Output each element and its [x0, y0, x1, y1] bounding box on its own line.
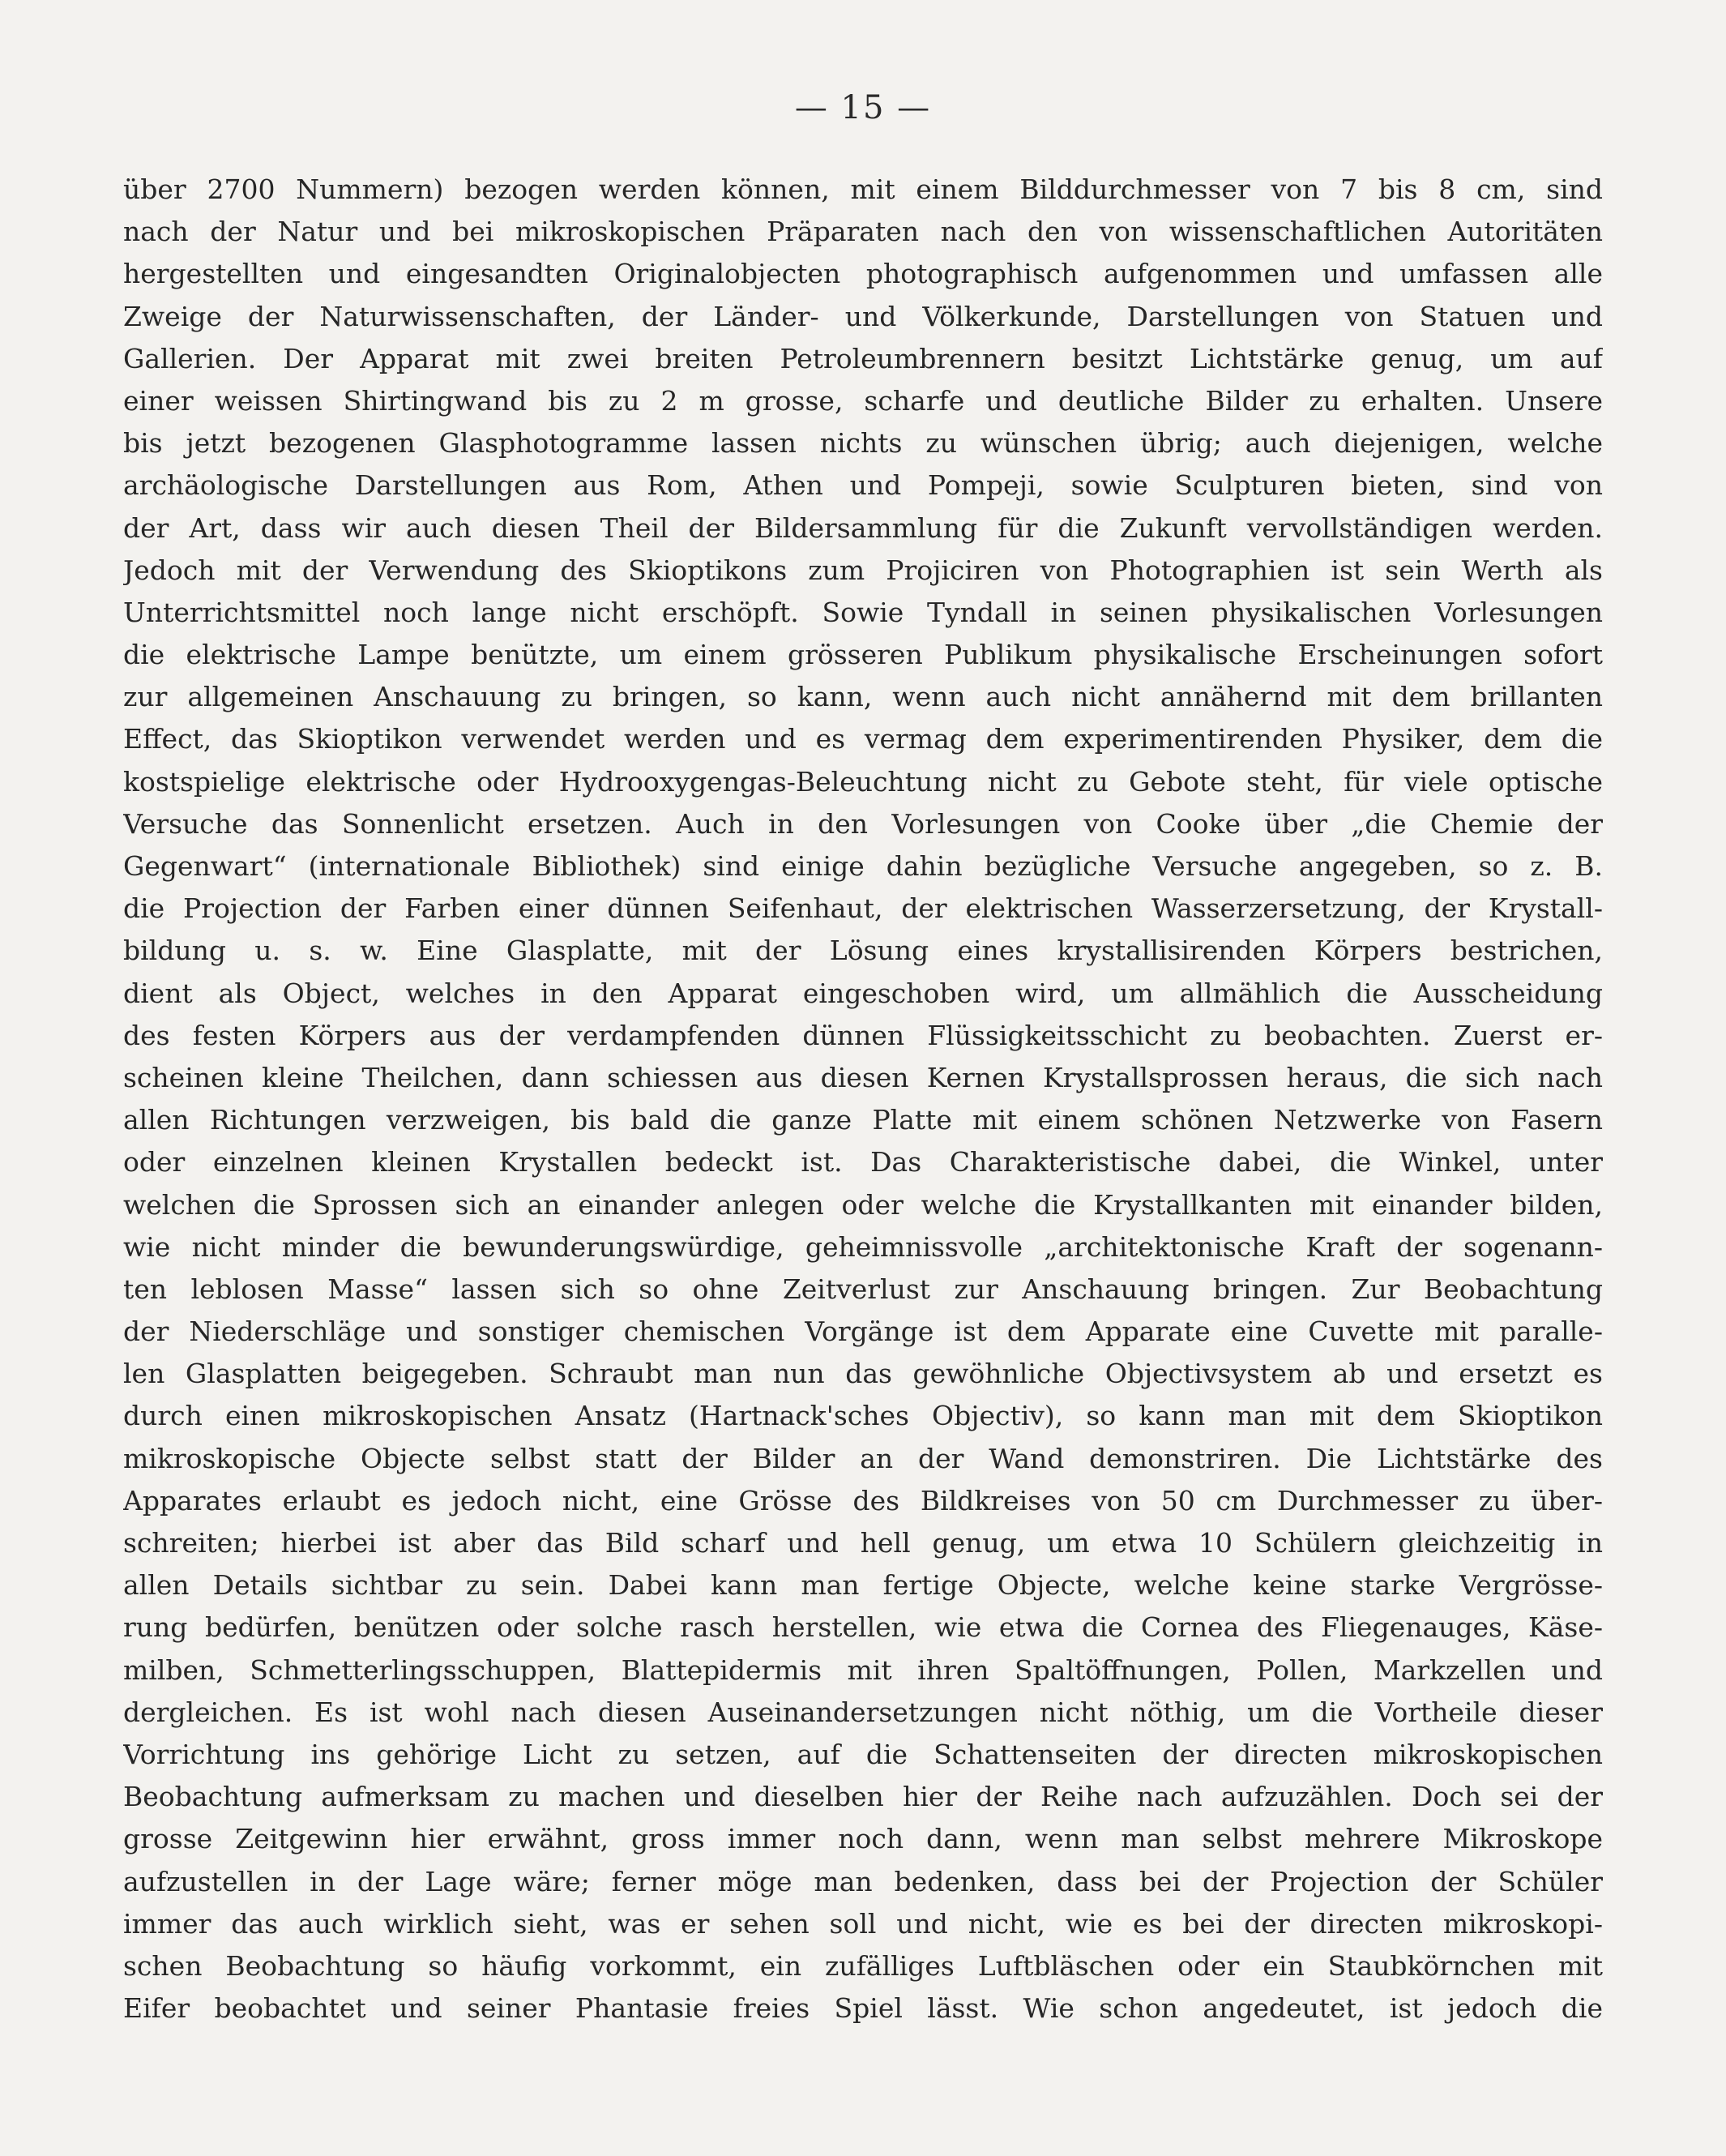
- text-line-26: wie nicht minder die bewunderungswürdige, geheimnissvolle „architektonische Kraft der sogenann-: [123, 1230, 1603, 1263]
- text-line-3: hergestellten und eingesandten Originalobjecten photographisch aufgenommen und umfassen alle: [123, 258, 1603, 290]
- text-line-25: welchen die Sprossen sich an einander anlegen oder welche die Krystallkanten mit einander bilden,: [123, 1188, 1603, 1221]
- text-line-2: nach der Natur und bei mikroskopischen Präparaten nach den von wissenschaftlichen Autoritäten: [123, 216, 1603, 248]
- text-line-39: Beobachtung aufmerksam zu machen und dieselben hier der Reihe nach aufzuzählen. Doch sei der: [123, 1781, 1603, 1813]
- text-line-42: immer das auch wirklich sieht, was er sehen soll und nicht, wie es bei der directen mikroskopi-: [123, 1907, 1603, 1940]
- text-line-19: bildung u. s. w. Eine Glasplatte, mit der Lösung eines krystallisirenden Körpers bestrichen,: [123, 935, 1603, 967]
- text-line-12: die elektrische Lampe benützte, um einem grösseren Publikum physikalische Erscheinungen sofort: [123, 639, 1603, 671]
- text-line-38: Vorrichtung ins gehörige Licht zu setzen, auf die Schattenseiten der directen mikroskopischen: [123, 1738, 1603, 1770]
- text-line-30: durch einen mikroskopischen Ansatz (Hartnack'sches Objectiv), so kann man mit dem Skioptikon: [123, 1400, 1603, 1432]
- text-line-27: ten leblosen Masse“ lassen sich so ohne Zeitverlust zur Anschauung bringen. Zur Beobachtung: [123, 1273, 1603, 1305]
- text-line-37: dergleichen. Es ist wohl nach diesen Auseinandersetzungen nicht nöthig, um die Vortheile dieser: [123, 1696, 1603, 1728]
- text-line-31: mikroskopische Objecte selbst statt der Bilder an der Wand demonstriren. Die Lichtstärke des: [123, 1442, 1603, 1474]
- text-line-34: allen Details sichtbar zu sein. Dabei kann man fertige Objecte, welche keine starke Vergrösse-: [123, 1569, 1603, 1602]
- text-line-23: allen Richtungen verzweigen, bis bald die ganze Platte mit einem schönen Netzwerke von Fasern: [123, 1104, 1603, 1136]
- text-line-24: oder einzelnen kleinen Krystallen bedeckt ist. Das Charakteristische dabei, die Winkel, unter: [123, 1146, 1603, 1179]
- text-line-40: grosse Zeitgewinn hier erwähnt, gross immer noch dann, wenn man selbst mehrere Mikroskope: [123, 1823, 1603, 1855]
- text-line-21: des festen Körpers aus der verdampfenden dünnen Flüssigkeitsschicht zu beobachten. Zuerst er-: [123, 1019, 1603, 1051]
- text-line-32: Apparates erlaubt es jedoch nicht, eine Grösse des Bildkreises von 50 cm Durchmesser zu über-: [123, 1484, 1603, 1516]
- text-line-4: Zweige der Naturwissenschaften, der Länder- und Völkerkunde, Darstellungen von Statuen und: [123, 300, 1603, 332]
- text-line-43: schen Beobachtung so häufig vorkommt, ein zufälliges Luftbläschen oder ein Staubkörnchen mit: [123, 1949, 1603, 1982]
- text-line-44: Eifer beobachtet und seiner Phantasie freies Spiel lässt. Wie schon angedeutet, ist jedoch die: [123, 1992, 1603, 2025]
- text-line-22: scheinen kleine Theilchen, dann schiessen aus diesen Kernen Krystallsprossen heraus, die sich nach: [123, 1061, 1603, 1093]
- text-line-6: einer weissen Shirtingwand bis zu 2 m grosse, scharfe und deutliche Bilder zu erhalten. Unsere: [123, 384, 1603, 417]
- text-line-15: kostspielige elektrische oder Hydrooxygengas-Beleuchtung nicht zu Gebote steht, für viele optische: [123, 765, 1603, 798]
- text-line-35: rung bedürfen, benützen oder solche rasch herstellen, wie etwa die Cornea des Fliegenauges, Käse-: [123, 1611, 1603, 1644]
- text-line-29: len Glasplatten beigegeben. Schraubt man nun das gewöhnliche Objectivsystem ab und ersetzt es: [123, 1358, 1603, 1390]
- text-line-10: Jedoch mit der Verwendung des Skioptikons zum Projiciren von Photographien ist sein Werth als: [123, 554, 1603, 586]
- text-line-1: über 2700 Nummern) bezogen werden können, mit einem Bilddurchmesser von 7 bis 8 cm, sind: [123, 173, 1603, 205]
- text-line-28: der Niederschläge und sonstiger chemischen Vorgänge ist dem Apparate eine Cuvette mit paralle-: [123, 1315, 1603, 1348]
- body-text: [123, 169, 1603, 2030]
- text-line-11: Unterrichtsmittel noch lange nicht erschöpft. Sowie Tyndall in seinen physikalischen Vorlesungen: [123, 596, 1603, 628]
- text-line-13: zur allgemeinen Anschauung zu bringen, so kann, wenn auch nicht annähernd mit dem brillanten: [123, 681, 1603, 713]
- text-line-5: Gallerien. Der Apparat mit zwei breiten Petroleumbrennern besitzt Lichtstärke genug, um auf: [123, 342, 1603, 374]
- text-line-41: aufzustellen in der Lage wäre; ferner möge man bedenken, dass bei der Projection der Schüler: [123, 1865, 1603, 1897]
- text-line-20: dient als Object, welches in den Apparat eingeschoben wird, um allmählich die Ausscheidung: [123, 977, 1603, 1009]
- text-line-33: schreiten; hierbei ist aber das Bild scharf und hell genug, um etwa 10 Schülern gleichzeitig in: [123, 1527, 1603, 1559]
- text-line-14: Effect, das Skioptikon verwendet werden und es vermag dem experimentirenden Physiker, dem die: [123, 723, 1603, 755]
- page-number: — 15 —: [794, 89, 932, 126]
- text-line-16: Versuche das Sonnenlicht ersetzen. Auch in den Vorlesungen von Cooke über „die Chemie der: [123, 807, 1603, 840]
- text-line-36: milben, Schmetterlingsschuppen, Blattepidermis mit ihren Spaltöffnungen, Pollen, Markzellen und: [123, 1653, 1603, 1686]
- text-line-9: der Art, dass wir auch diesen Theil der Bildersammlung für die Zukunft vervollständigen werden.: [123, 511, 1603, 544]
- text-line-18: die Projection der Farben einer dünnen Seifenhaut, der elektrischen Wasserzersetzung, der Krystall-: [123, 892, 1603, 925]
- text-line-8: archäologische Darstellungen aus Rom, Athen und Pompeji, sowie Sculpturen bieten, sind von: [123, 469, 1603, 502]
- text-line-7: bis jetzt bezogenen Glasphotogramme lassen nichts zu wünschen übrig; auch diejenigen, welche: [123, 427, 1603, 460]
- text-line-17: Gegenwart“ (internationale Bibliothek) sind einige dahin bezügliche Versuche angegeben, so z. B.: [123, 850, 1603, 882]
